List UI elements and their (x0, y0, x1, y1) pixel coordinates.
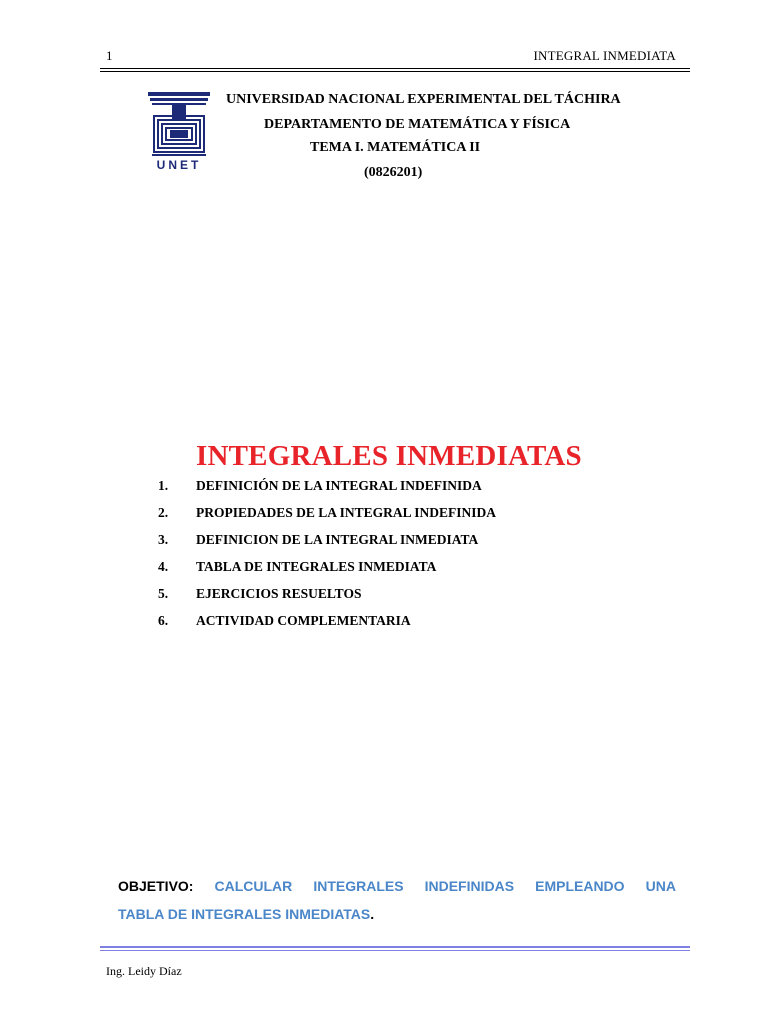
item-number: 1. (158, 478, 169, 493)
objective-word: UNA (645, 878, 676, 894)
objective-period: . (370, 906, 375, 922)
item-text: ACTIVIDAD COMPLEMENTARIA (196, 613, 411, 628)
objective-label: OBJETIVO: (118, 878, 194, 894)
list-item (158, 478, 496, 505)
department-name: DEPARTAMENTO DE MATEMÁTICA Y FÍSICA (264, 117, 571, 132)
objective-word: EMPLEANDO (535, 878, 625, 894)
objective-word: CALCULAR (214, 878, 293, 894)
item-number: 3. (158, 532, 169, 547)
objective-line-1 (118, 872, 676, 900)
item-text: EJERCICIOS RESUELTOS (196, 586, 362, 601)
footer-author: Ing. Leidy Díaz (106, 964, 182, 978)
objective-text: TABLA DE INTEGRALES INMEDIATAS (118, 906, 371, 922)
footer-rule-secondary (100, 950, 690, 951)
header-rule (100, 68, 690, 69)
course-topic: TEMA I. MATEMÁTICA II (310, 140, 481, 155)
item-number: 5. (158, 586, 169, 601)
item-number: 2. (158, 505, 169, 520)
running-title: INTEGRAL INMEDIATA (533, 48, 676, 63)
list-item (158, 613, 496, 640)
item-text: TABLA DE INTEGRALES INMEDIATA (196, 559, 437, 574)
contents-list (158, 478, 496, 640)
list-item (158, 559, 496, 586)
unet-logo (148, 92, 210, 172)
objective-block (118, 872, 676, 928)
objective-line-2 (118, 900, 676, 928)
item-number: 6. (158, 613, 169, 628)
list-item (158, 586, 496, 613)
list-item (158, 532, 496, 559)
logo-text: UNET (156, 158, 202, 172)
list-item (158, 505, 496, 532)
university-name: UNIVERSIDAD NACIONAL EXPERIMENTAL DEL TÁCHIRA (226, 92, 621, 107)
header-rule-secondary (100, 71, 690, 72)
objective-word: INTEGRALES (313, 878, 404, 894)
course-code: (0826201) (364, 165, 423, 180)
item-text: PROPIEDADES DE LA INTEGRAL INDEFINIDA (196, 505, 497, 520)
footer-rule (100, 946, 690, 948)
document-title: INTEGRALES INMEDIATAS (196, 440, 582, 472)
objective-word: INDEFINIDAS (424, 878, 515, 894)
item-text: DEFINICION DE LA INTEGRAL INMEDIATA (196, 532, 479, 547)
item-text: DEFINICIÓN DE LA INTEGRAL INDEFINIDA (196, 478, 482, 493)
item-number: 4. (158, 559, 169, 574)
page-number: 1 (106, 48, 113, 63)
